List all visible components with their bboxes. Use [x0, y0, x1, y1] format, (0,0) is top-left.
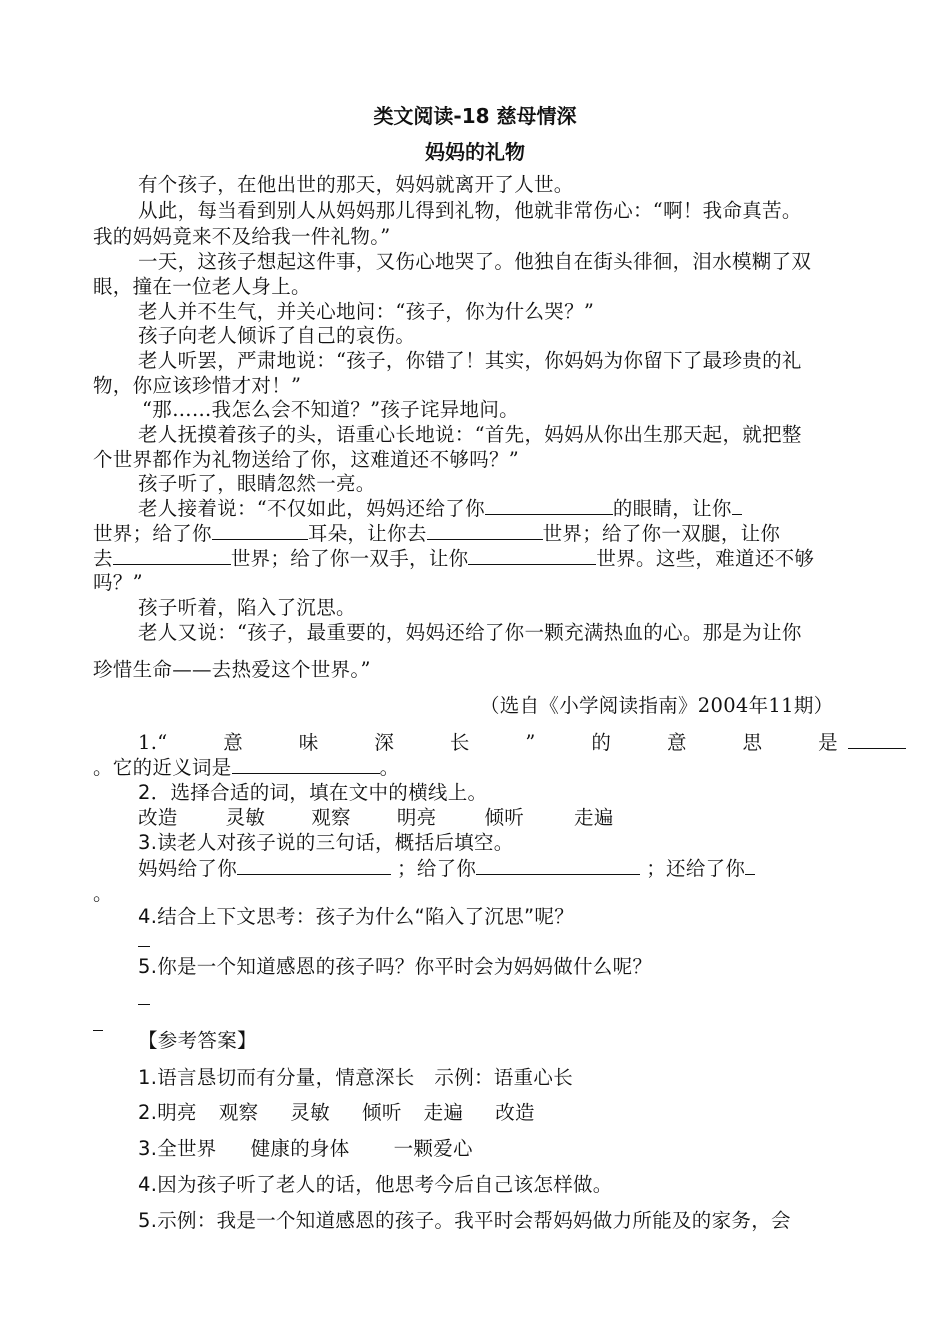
fill-blank-q4[interactable]	[138, 928, 150, 947]
word-option: 走遍	[574, 806, 614, 829]
answer-word: 走遍	[423, 1101, 464, 1124]
story-paragraph-9: 孩子听了，眼睛忽然一亮。	[138, 472, 376, 495]
story-paragraph-1: 有个孩子，在他出世的那天，妈妈就离开了人世。	[138, 173, 574, 196]
story-paragraph-7: “那……我怎么会不知道？”孩子诧异地问。	[142, 398, 519, 421]
fill-blank-walk[interactable]	[113, 546, 231, 565]
text-segment: 世界。这些，难道还不够	[596, 547, 815, 570]
answer-word: 健康的身体	[250, 1137, 350, 1160]
question-1-line-1	[138, 730, 838, 756]
text-segment: 。	[379, 756, 400, 779]
fill-blank-listen[interactable]	[427, 521, 543, 540]
fill-blank-q5-2[interactable]	[93, 1012, 103, 1031]
story-paragraph-10-line-4: 吗？”	[93, 571, 143, 594]
story-paragraph-3-line-2: 眼，撞在一位老人身上。	[93, 275, 311, 298]
answer-1: 1.语言恳切而有分量，情意深长 示例：语重心长	[138, 1066, 574, 1089]
text-segment: ；给了你	[397, 857, 477, 880]
fill-blank-change[interactable]	[468, 546, 596, 565]
document-title: 类文阅读-18 慈母情深	[373, 104, 577, 128]
question-2-word-bank	[138, 805, 614, 831]
answer-word: 一颗爱心	[393, 1137, 473, 1160]
story-paragraph-6-line-2: 物，你应该珍惜才对！”	[93, 374, 302, 397]
word-option: 倾听	[484, 806, 525, 829]
answer-word: 倾听	[362, 1101, 402, 1124]
story-paragraph-8-line-2: 个世界都作为礼物送给了你，这难道还不够吗？”	[93, 448, 520, 471]
text-segment: 世界；给了你一双腿，让你	[542, 522, 781, 545]
source-citation: （选自《小学阅读指南》2004年11期）	[480, 694, 834, 717]
answer-word: 灵敏	[290, 1101, 331, 1124]
story-paragraph-6-line-1: 老人听罢，严肃地说：“孩子，你错了！其实，你妈妈为你留下了最珍贵的礼	[138, 349, 802, 372]
text-segment: 。它的近义词是	[93, 756, 232, 779]
q1-char: 意	[666, 731, 687, 754]
answer-3	[138, 1136, 473, 1162]
text-segment: 去	[93, 547, 113, 570]
text-segment: 老人接着说：“不仅如此，妈妈还给了你	[138, 497, 485, 520]
story-paragraph-11: 孩子听着，陷入了沉思。	[138, 596, 356, 619]
word-option: 明亮	[396, 806, 437, 829]
q1-char: 的	[591, 731, 612, 754]
q1-char: 思	[742, 731, 763, 754]
fill-blank-q5-1[interactable]	[138, 986, 150, 1005]
text-segment: 世界；给了你	[93, 522, 212, 545]
answer-word: 2.明亮	[138, 1101, 197, 1124]
story-paragraph-2-line-2: 我的妈妈竟来不及给我一件礼物。”	[93, 225, 391, 248]
word-option: 观察	[311, 806, 351, 829]
fill-blank-q1-meaning[interactable]	[848, 730, 906, 749]
question-5-answer-line-1	[138, 986, 150, 1012]
question-1-blank-meaning-wrap	[848, 730, 906, 756]
question-4-answer-line	[138, 928, 150, 954]
word-option: 灵敏	[225, 806, 266, 829]
story-paragraph-2-line-1: 从此，每当看到别人从妈妈那儿得到礼物，他就非常伤心：“啊！我命真苦。	[138, 199, 802, 222]
answers-heading: 【参考答案】	[138, 1029, 257, 1052]
answer-word: 3.全世界	[138, 1137, 217, 1160]
story-paragraph-4: 老人并不生气，并关心地问：“孩子，你为什么哭？”	[138, 300, 595, 323]
story-title: 妈妈的礼物	[425, 140, 525, 164]
fill-blank-q3-2[interactable]	[476, 856, 640, 875]
answer-5: 5.示例：我是一个知道感恩的孩子。我平时会帮妈妈做力所能及的家务，会	[138, 1209, 791, 1232]
q1-char: 意	[223, 731, 244, 754]
answer-word: 改造	[495, 1101, 535, 1124]
fill-blank-q3-1[interactable]	[237, 856, 391, 875]
text-segment: 世界；给了你一双手，让你	[230, 547, 469, 570]
text-segment: 妈妈给了你	[138, 857, 238, 880]
answer-2	[138, 1100, 535, 1126]
story-paragraph-12-line-2: 珍惜生命——去热爱这个世界。”	[93, 658, 371, 681]
q1-char: 深	[374, 731, 395, 754]
question-4: 4.结合上下文思考：孩子为什么“陷入了沉思”呢？	[138, 905, 575, 928]
fill-blank-see[interactable]	[732, 496, 742, 515]
story-paragraph-10-line-1	[138, 496, 742, 522]
question-3-blanks	[138, 856, 755, 882]
story-paragraph-8-line-1: 老人抚摸着孩子的头，语重心长地说：“首先，妈妈从你出生那天起，就把整	[138, 423, 802, 446]
story-paragraph-3-line-1: 一天，这孩子想起这件事，又伤心地哭了。他独自在街头徘徊，泪水模糊了双	[138, 250, 812, 273]
question-1-line-2	[93, 755, 399, 781]
question-5-answer-line-2	[93, 1012, 103, 1038]
fill-blank-q3-3[interactable]	[745, 856, 755, 875]
text-segment: 的眼睛，让你	[612, 497, 732, 520]
text-segment: 耳朵，让你去	[307, 522, 427, 545]
fill-blank-q1-synonym[interactable]	[232, 755, 380, 774]
fill-blank-ears[interactable]	[212, 521, 308, 540]
story-paragraph-10-line-2	[93, 521, 780, 547]
story-paragraph-10-line-3	[93, 546, 814, 572]
question-3: 3.读老人对孩子说的三句话，概括后填空。	[138, 831, 514, 854]
q1-char: 1.“	[138, 731, 168, 754]
answer-4: 4.因为孩子听了老人的话，他思考今后自己该怎样做。	[138, 1173, 613, 1196]
story-paragraph-12-line-1: 老人又说：“孩子，最重要的，妈妈还给了你一颗充满热血的心。那是为让你	[138, 621, 802, 644]
q1-char: 是	[818, 731, 838, 754]
question-5: 5.你是一个知道感恩的孩子吗？你平时会为妈妈做什么呢？	[138, 955, 653, 978]
question-2: 2．选择合适的词，填在文中的横线上。	[138, 781, 488, 804]
question-3-end: 。	[93, 882, 113, 905]
q1-char: ”	[525, 731, 536, 754]
answer-word: 观察	[218, 1101, 259, 1124]
fill-blank-eyes[interactable]	[485, 496, 613, 515]
q1-char: 味	[298, 731, 319, 754]
text-segment: ；还给了你	[646, 857, 746, 880]
word-option: 改造	[138, 806, 178, 829]
q1-char: 长	[449, 731, 470, 754]
story-paragraph-5: 孩子向老人倾诉了自己的哀伤。	[138, 324, 416, 347]
